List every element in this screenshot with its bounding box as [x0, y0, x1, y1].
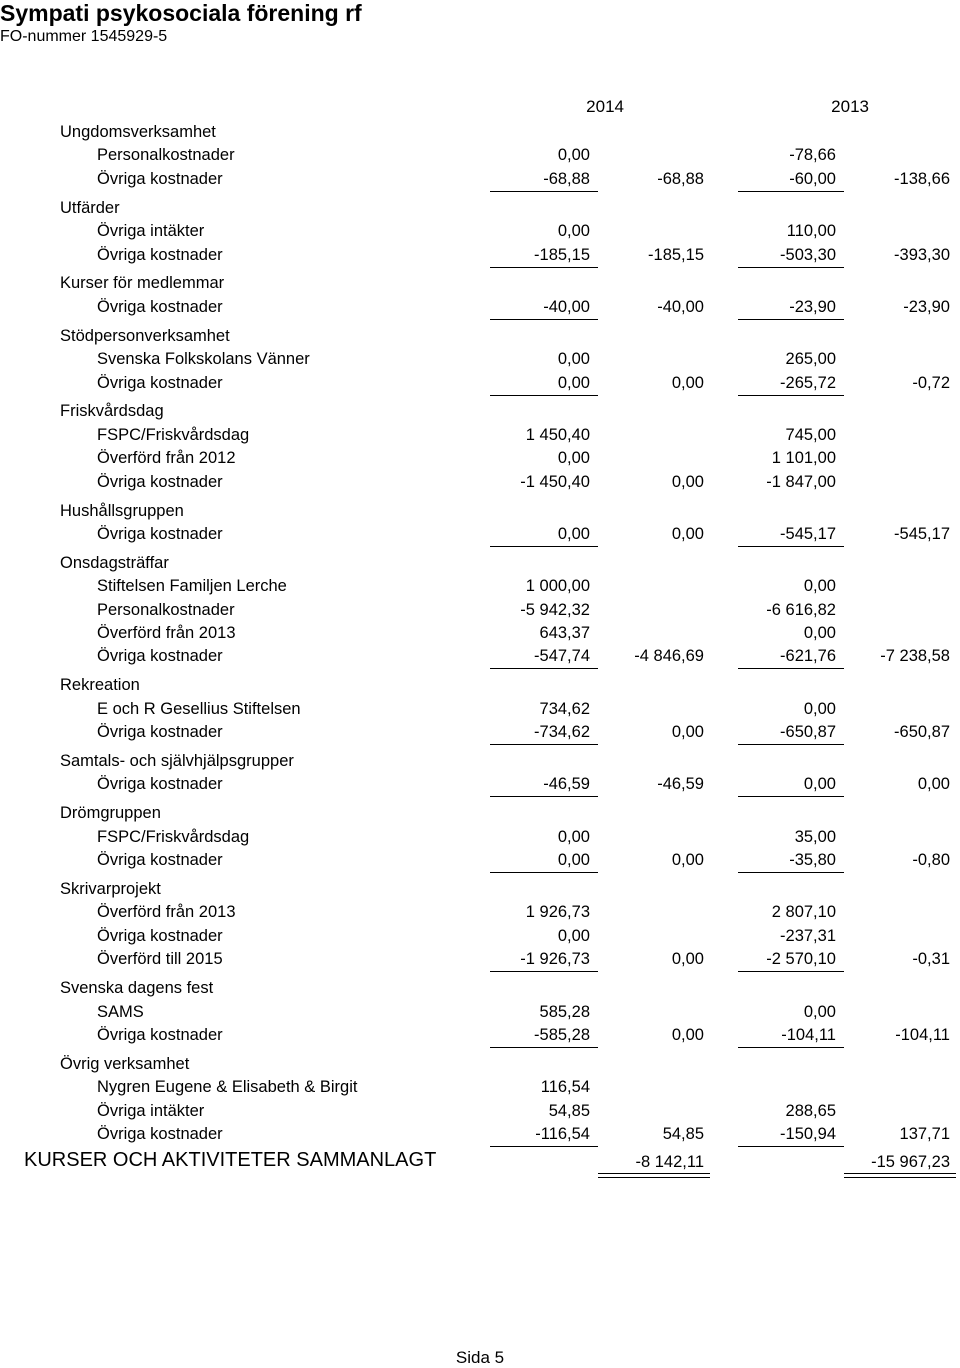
section-row [0, 552, 960, 574]
amount-2013: -621,76 [780, 647, 836, 666]
line-item-row [0, 1076, 960, 1098]
line-item-row [0, 575, 960, 597]
section-row [0, 121, 960, 143]
line-item-label: Överförd till 2015 [97, 950, 223, 969]
amount-2014: -734,62 [534, 723, 590, 742]
amount-2014: 0,00 [557, 827, 590, 846]
line-item-row [0, 698, 960, 720]
amount-2014: 0,00 [557, 449, 590, 468]
subtotal-2013: -393,30 [894, 245, 950, 264]
subtotal-2013: -138,66 [894, 169, 950, 188]
section-row [0, 878, 960, 900]
line-item-label: SAMS [97, 1002, 144, 1021]
subtotal-underline [738, 668, 844, 669]
amount-2013: -237,31 [780, 926, 836, 945]
line-item-row [0, 925, 960, 947]
line-item-row [0, 901, 960, 923]
amount-2014: 0,00 [557, 350, 590, 369]
amount-2014: 0,00 [557, 222, 590, 241]
section-heading: Stödpersonverksamhet [60, 326, 230, 345]
subtotal-underline [738, 191, 844, 192]
subtotal-underline [490, 191, 598, 192]
amount-2014: 0,00 [557, 926, 590, 945]
line-item-row [0, 372, 960, 394]
line-item-row [0, 220, 960, 242]
amount-2013: 0,00 [803, 775, 836, 794]
subtotal-2013: -0,31 [912, 950, 950, 969]
subtotal-underline [738, 395, 844, 396]
line-item-label: Övriga kostnader [97, 926, 223, 945]
subtotal-underline [490, 872, 598, 873]
line-item-row [0, 599, 960, 621]
line-item-row [0, 424, 960, 446]
subtotal-underline [490, 796, 598, 797]
amount-2013: 0,00 [803, 699, 836, 718]
line-item-row [0, 1123, 960, 1145]
line-item-row [0, 244, 960, 266]
subtotal-underline [490, 744, 598, 745]
subtotal-2014: -68,88 [657, 169, 704, 188]
line-item-row [0, 1100, 960, 1122]
section-row [0, 802, 960, 824]
amount-2014: 585,28 [539, 1002, 590, 1021]
amount-2013: 288,65 [785, 1101, 836, 1120]
line-item-label: Personalkostnader [97, 600, 235, 619]
section-row [0, 400, 960, 422]
amount-2014: 1 926,73 [525, 903, 590, 922]
subtotal-underline [490, 319, 598, 320]
line-item-label: Övriga kostnader [97, 524, 223, 543]
amount-2013: -60,00 [789, 169, 836, 188]
section-row [0, 1053, 960, 1075]
amount-2013: -78,66 [789, 146, 836, 165]
section-heading: Skrivarprojekt [60, 880, 161, 898]
amount-2014: 1 000,00 [525, 577, 590, 596]
subtotal-underline [490, 1047, 598, 1048]
amount-2013: -104,11 [781, 1025, 836, 1044]
amount-2014: 1 450,40 [525, 425, 590, 444]
amount-2013: -545,17 [780, 524, 836, 543]
section-heading: Rekreation [60, 676, 140, 695]
line-item-row [0, 849, 960, 871]
line-item-label: Övriga kostnader [97, 1025, 223, 1044]
line-item-row [0, 447, 960, 469]
subtotal-2014: 0,00 [671, 950, 704, 969]
grand-total-label: KURSER OCH AKTIVITETER SAMMANLAGT [24, 1149, 437, 1172]
line-item-label: FSPC/Friskvårdsdag [97, 827, 250, 846]
subtotal-2014: 0,00 [671, 851, 704, 870]
subtotal-2014: -40,00 [657, 297, 704, 316]
section-row [0, 325, 960, 347]
amount-2013: 265,00 [785, 350, 836, 369]
amount-2014: -46,59 [543, 775, 590, 794]
subtotal-2014: 0,00 [671, 373, 704, 392]
subtotal-2013: -0,72 [912, 373, 950, 392]
line-item-label: Övriga kostnader [97, 775, 223, 794]
subtotal-underline [490, 395, 598, 396]
double-underline [598, 1173, 710, 1178]
subtotal-2014: -46,59 [657, 775, 704, 794]
line-item-row [0, 296, 960, 318]
section-heading: Svenska dagens fest [60, 979, 214, 998]
section-row [0, 750, 960, 772]
grand-total-current: -8 142,11 [635, 1153, 704, 1172]
section-heading: Utfärder [60, 198, 120, 217]
line-item-label: Övriga kostnader [97, 297, 223, 316]
line-item-label: E och R Gesellius Stiftelsen [97, 699, 301, 718]
subtotal-underline [738, 744, 844, 745]
amount-2013: -23,90 [789, 297, 836, 316]
line-item-label: Svenska Folkskolans Vänner [97, 350, 310, 369]
amount-2013: 0,00 [803, 624, 836, 642]
line-item-row [0, 348, 960, 370]
section-row [0, 674, 960, 696]
subtotal-2013: -545,17 [894, 524, 950, 543]
line-item-label: FSPC/Friskvårdsdag [97, 425, 250, 444]
amount-2013: -265,72 [780, 373, 836, 392]
amount-2013: -650,87 [780, 723, 836, 742]
amount-2014: -5 942,32 [520, 600, 590, 619]
organization-number: FO-nummer 1545929-5 [0, 28, 168, 45]
year-header-current: 2014 [586, 97, 624, 116]
subtotal-2014: 0,00 [671, 472, 704, 491]
section-row [0, 977, 960, 999]
amount-2013: -503,30 [780, 245, 836, 264]
amount-2013: 110,00 [786, 222, 836, 241]
subtotal-underline [738, 872, 844, 873]
subtotal-underline [490, 971, 598, 972]
subtotal-2014: 0,00 [671, 723, 704, 742]
line-item-label: Övriga kostnader [97, 373, 223, 392]
subtotal-2013: 0,00 [917, 775, 950, 794]
amount-2014: -585,28 [534, 1025, 590, 1044]
section-heading: Samtals- och självhjälpsgrupper [60, 752, 294, 770]
amount-2013: -2 570,10 [766, 950, 836, 969]
section-heading: Friskvårdsdag [60, 402, 164, 421]
grand-total-previous: -15 967,23 [871, 1153, 950, 1172]
line-item-row [0, 948, 960, 970]
subtotal-2013: -23,90 [903, 297, 950, 316]
amount-2014: -1 450,40 [520, 472, 590, 491]
line-item-label: Stiftelsen Familjen Lerche [97, 577, 287, 596]
line-item-label: Överförd från 2012 [97, 449, 236, 468]
amount-2013: 745,00 [785, 425, 836, 444]
line-item-row [0, 168, 960, 190]
subtotal-2014: -4 846,69 [634, 647, 704, 666]
line-item-row [0, 645, 960, 667]
section-row [0, 272, 960, 294]
line-item-label: Personalkostnader [97, 146, 235, 165]
subtotal-2014: 0,00 [671, 524, 704, 543]
amount-2014: 734,62 [539, 699, 590, 718]
line-item-row [0, 721, 960, 743]
line-item-row [0, 1024, 960, 1046]
section-heading: Drömgruppen [60, 804, 161, 823]
amount-2014: 54,85 [548, 1101, 590, 1120]
line-item-row [0, 1001, 960, 1023]
amount-2013: 0,00 [803, 577, 836, 596]
amount-2014: 0,00 [557, 373, 590, 392]
line-item-label: Övriga kostnader [97, 472, 223, 491]
line-item-label: Övriga kostnader [97, 851, 223, 870]
subtotal-2013: -650,87 [894, 723, 950, 742]
line-item-label: Överförd från 2013 [97, 903, 236, 922]
subtotal-underline [490, 546, 598, 547]
grand-total-row [0, 1147, 960, 1173]
section-row [0, 500, 960, 522]
amount-2014: -547,74 [534, 647, 590, 666]
amount-2014: 116,54 [540, 1078, 590, 1097]
line-item-label: Övriga intäkter [97, 222, 205, 241]
amount-2014: 0,00 [557, 524, 590, 543]
amount-2014: 0,00 [557, 851, 590, 870]
subtotal-underline [738, 1047, 844, 1048]
line-item-label: Övriga kostnader [97, 723, 223, 742]
amount-2014: -1 926,73 [520, 950, 590, 969]
subtotal-2014: -185,15 [648, 245, 704, 264]
page-number: Sida 5 [455, 1348, 505, 1367]
subtotal-underline [738, 971, 844, 972]
amount-2013: 1 101,00 [771, 449, 836, 468]
organization-name: Sympati psykosociala förening rf [0, 0, 362, 26]
year-header-previous: 2013 [831, 97, 869, 116]
subtotal-underline [738, 796, 844, 797]
subtotal-underline [738, 267, 844, 268]
amount-2013: 2 807,10 [771, 903, 836, 922]
line-item-row [0, 471, 960, 493]
line-item-label: Övriga kostnader [97, 647, 223, 666]
subtotal-underline [490, 668, 598, 669]
section-heading: Ungdomsverksamhet [60, 123, 216, 141]
amount-2014: -40,00 [543, 297, 590, 316]
section-row [0, 197, 960, 219]
amount-2013: 35,00 [794, 827, 836, 846]
section-heading: Onsdagsträffar [60, 553, 169, 572]
amount-2014: 643,37 [539, 624, 590, 642]
amount-2014: -116,54 [535, 1125, 590, 1143]
amount-2014: -185,15 [534, 245, 590, 264]
double-underline [844, 1173, 956, 1178]
amount-2014: 0,00 [557, 146, 590, 165]
subtotal-2013: -104,11 [895, 1025, 950, 1044]
line-item-label: Övriga kostnader [97, 1125, 223, 1143]
subtotal-2014: 0,00 [671, 1025, 704, 1044]
subtotal-2013: -7 238,58 [880, 647, 950, 666]
amount-2013: 0,00 [803, 1002, 836, 1021]
line-item-row [0, 144, 960, 166]
line-item-row [0, 773, 960, 795]
subtotal-underline [490, 267, 598, 268]
section-heading: Kurser för medlemmar [60, 274, 225, 293]
subtotal-2014: 54,85 [662, 1125, 704, 1143]
line-item-row [0, 523, 960, 545]
line-item-label: Övriga kostnader [97, 245, 223, 264]
line-item-label: Nygren Eugene & Elisabeth & Birgit [97, 1078, 358, 1097]
section-heading: Hushållsgruppen [60, 501, 184, 520]
amount-2013: -35,80 [789, 851, 836, 870]
line-item-label: Övriga kostnader [97, 169, 223, 188]
line-item-row [0, 622, 960, 644]
amount-2013: -1 847,00 [766, 472, 836, 491]
line-item-label: Överförd från 2013 [97, 624, 236, 642]
line-item-row [0, 826, 960, 848]
amount-2013: -6 616,82 [766, 600, 836, 619]
subtotal-underline [738, 546, 844, 547]
subtotal-2013: -0,80 [912, 851, 950, 870]
amount-2014: -68,88 [543, 169, 590, 188]
subtotal-2013: 137,71 [899, 1125, 950, 1143]
section-heading: Övrig verksamhet [60, 1054, 190, 1073]
amount-2013: -150,94 [780, 1125, 836, 1143]
subtotal-underline [738, 319, 844, 320]
line-item-label: Övriga intäkter [97, 1101, 205, 1120]
